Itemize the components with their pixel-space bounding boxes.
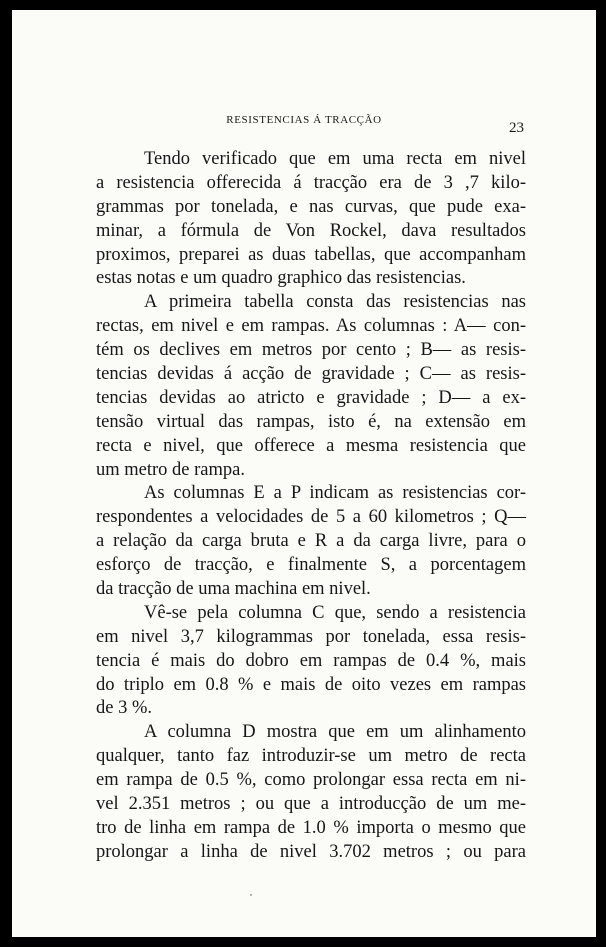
paragraph-5: [96, 721, 526, 864]
print-speck: [250, 894, 252, 896]
text-line: tém os declives em metros por cento ; B— as resis-: [96, 340, 526, 361]
text-line: qualquer, tanto faz introduzir-se um metro de recta: [96, 746, 526, 767]
text-line: tro de linha em rampa de 1.0 % importa o mesmo que: [96, 817, 526, 838]
text-line: recta e nivel, que offerece a mesma resistencia que: [96, 435, 526, 456]
text-line: tencias devidas á acção de gravidade ; C— as resis-: [96, 364, 526, 385]
text-line: esforço de tracção, e finalmente S, a porcentagem: [96, 555, 526, 576]
text-line: A columna D mostra que em um alinhamento: [144, 722, 526, 743]
text-line: vel 2.351 metros ; ou que a introducção de um me-: [96, 794, 526, 815]
text-line: prolongar a linha de nivel 3.702 metros ; ou para: [96, 841, 526, 862]
text-line: em rampa de 0.5 %, como prolongar essa recta em ni-: [96, 770, 526, 791]
text-line: tencias devidas ao atricto e gravidade ; D— a ex-: [96, 387, 526, 408]
paragraph-2: [96, 291, 526, 482]
text-line: estas notas e um quadro graphico das resistencias.: [96, 268, 466, 289]
paragraph-1: [96, 148, 526, 291]
text-line: a resistencia offerecida á tracção era de 3 ,7 kilo-: [96, 172, 526, 193]
text-line: da tracção de uma machina em nivel.: [96, 579, 371, 600]
text-line: Vê-se pela columna C que, sendo a resistencia: [144, 602, 526, 623]
book-page: [12, 10, 596, 937]
text-line: um metro de rampa.: [96, 459, 245, 480]
text-line: em nivel 3,7 kilogrammas por tonelada, essa resis-: [96, 626, 526, 647]
text-line: respondentes a velocidades de 5 a 60 kilometros ; Q—: [96, 507, 526, 528]
text-line: de 3 %.: [96, 698, 152, 719]
text-line: a relação da carga bruta e R a da carga livre, para o: [96, 531, 526, 552]
text-line: A primeira tabella consta das resistencias nas: [144, 292, 526, 313]
paragraph-3: [96, 482, 526, 601]
text-line: minar, a fórmula de Von Rockel, dava resultados: [96, 220, 526, 241]
body-text: [96, 148, 526, 865]
text-line: grammas por tonelada, e nas curvas, que pude exa-: [96, 196, 526, 217]
page-number: 23: [509, 120, 524, 136]
text-line: Tendo verificado que em uma recta em nivel: [144, 149, 526, 169]
text-line: do triplo em 0.8 % e mais de oito vezes em rampas: [96, 674, 526, 695]
text-line: tencia é mais do dobro em rampas de 0.4 %, mais: [96, 650, 526, 671]
text-line: rectas, em nivel e em rampas. As columnas : A— con-: [96, 316, 526, 337]
text-line: As columnas E a P indicam as resistencias cor-: [144, 483, 526, 504]
paragraph-4: [96, 602, 526, 721]
running-head: RESISTENCIAS Á TRACÇÃO: [226, 114, 382, 126]
text-line: tensão virtual das rampas, isto é, na extensão em: [96, 411, 526, 432]
text-line: proximos, preparei as duas tabellas, que accompanham: [96, 244, 526, 265]
